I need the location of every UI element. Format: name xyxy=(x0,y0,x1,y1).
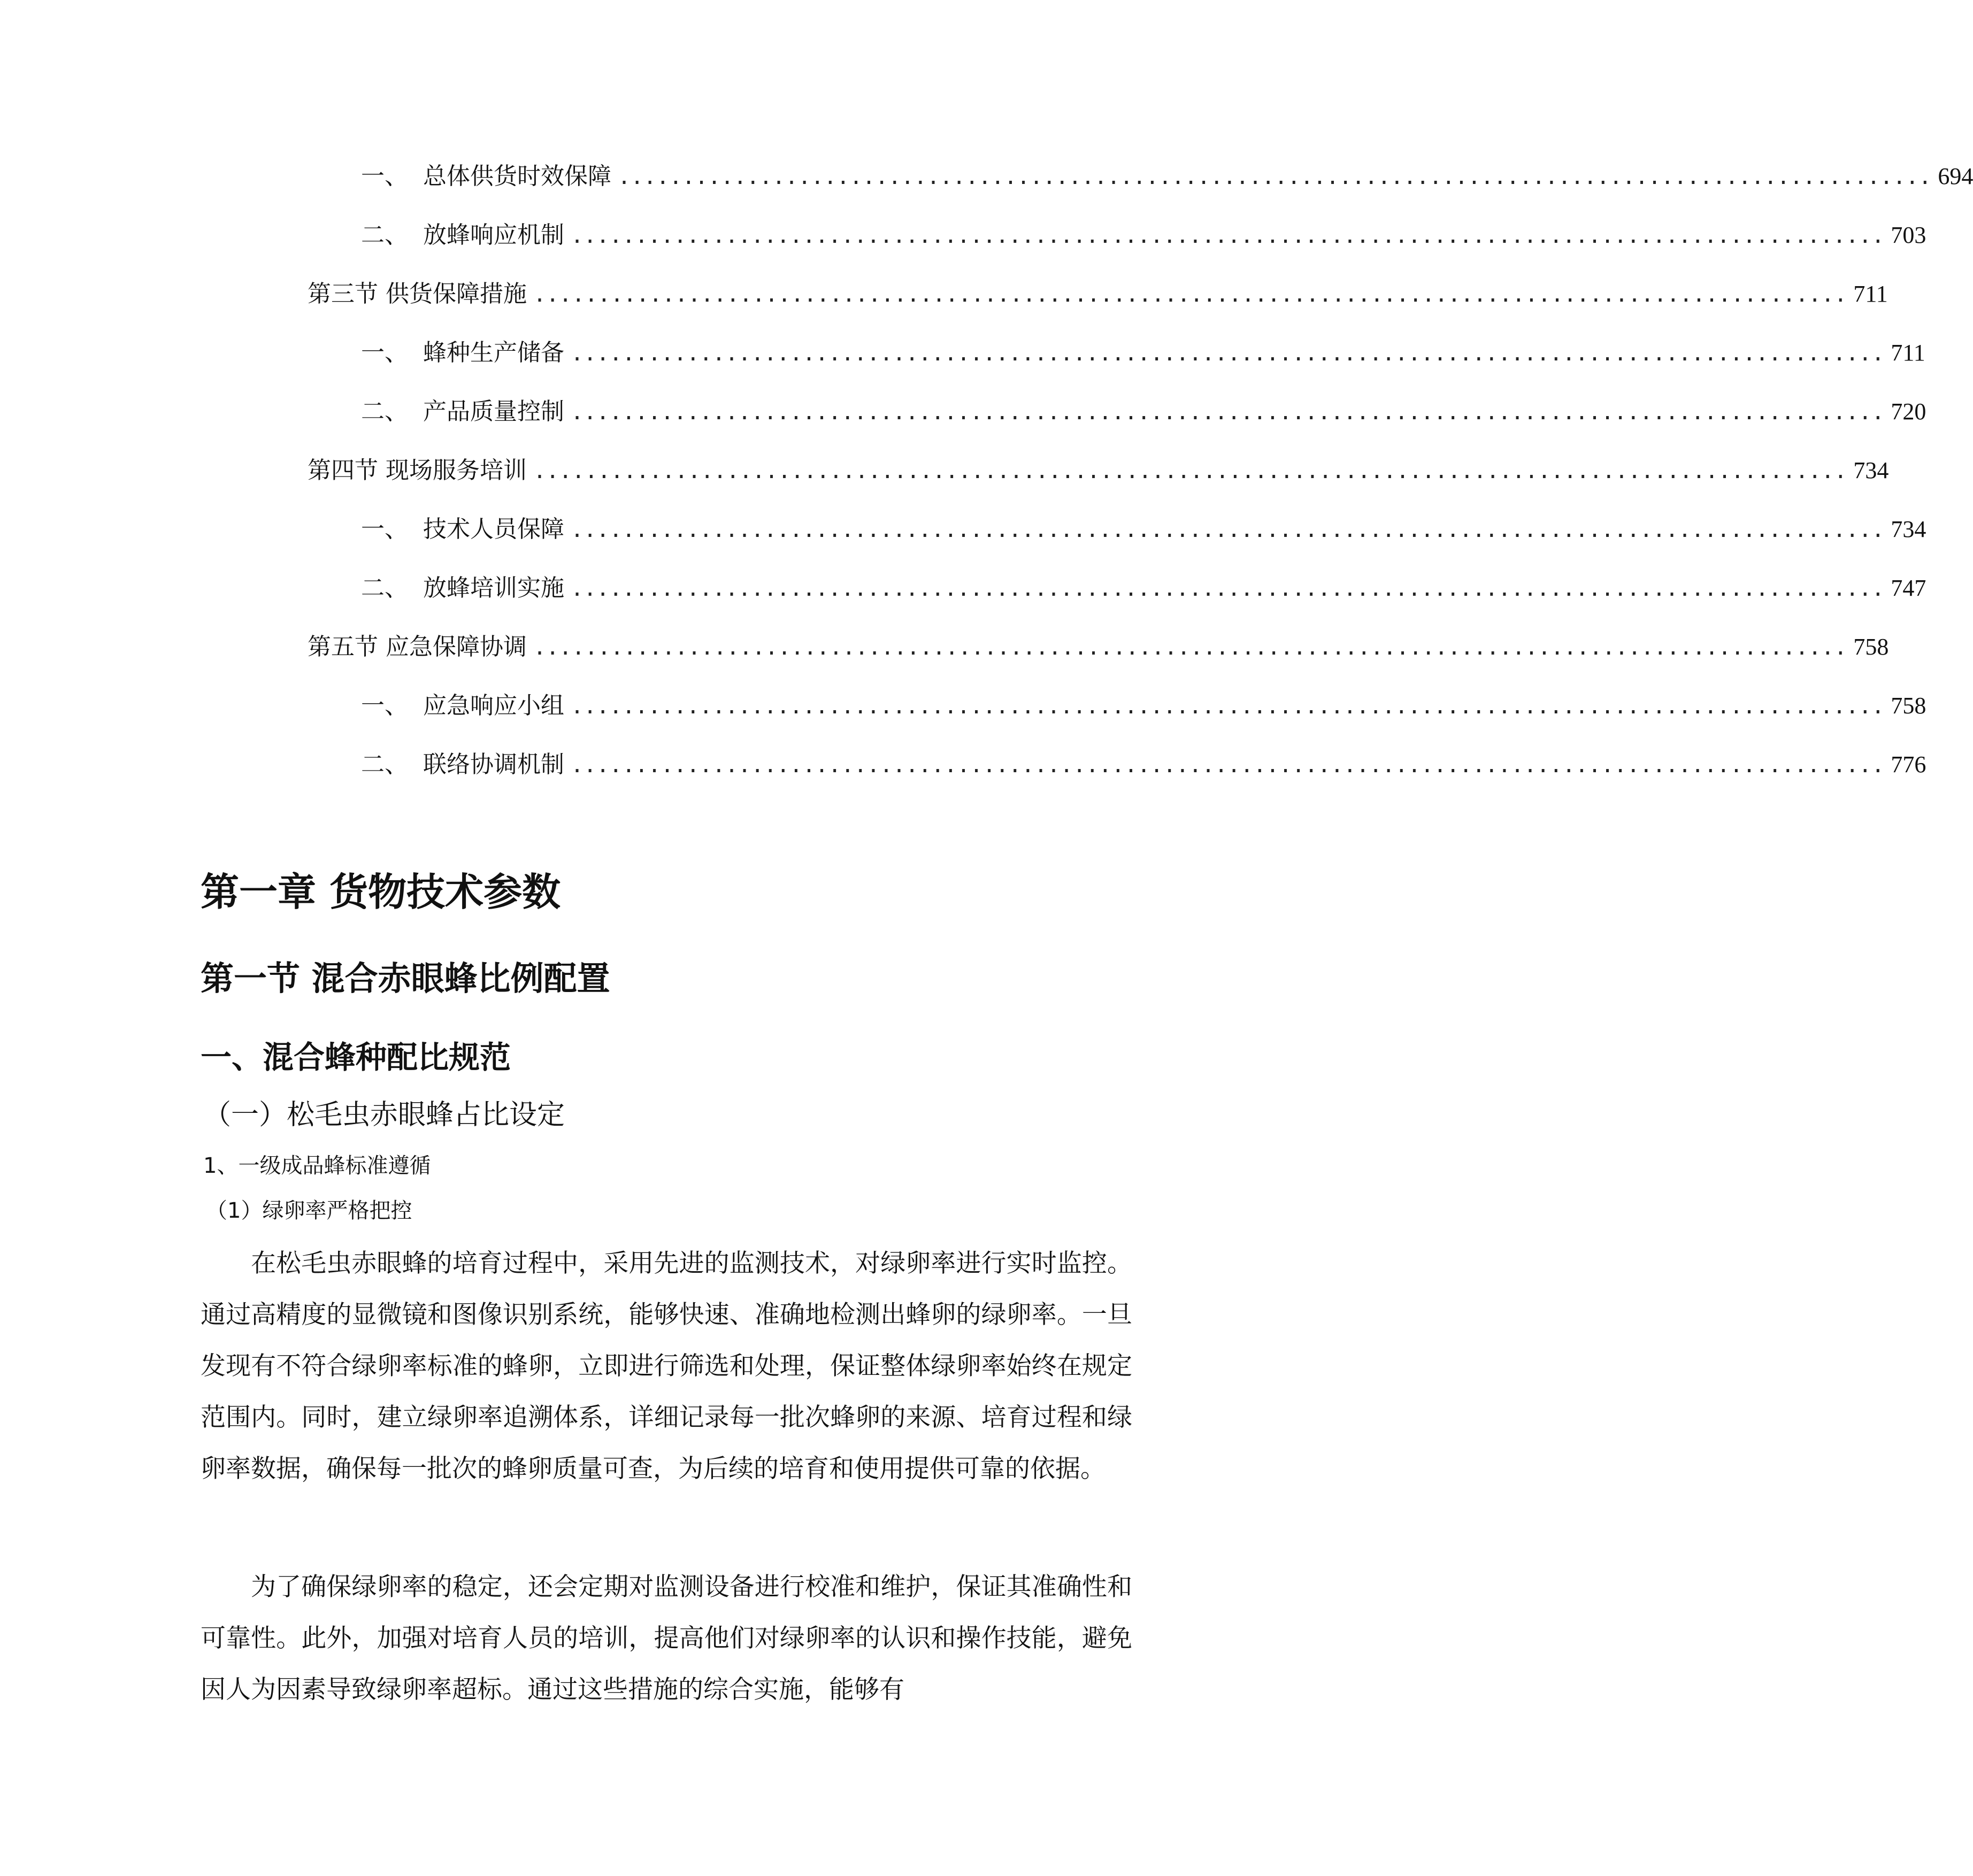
toc-entry-page: 720 xyxy=(1891,398,1926,425)
toc-leader-dots: ...................................................................................................... xyxy=(570,518,1885,542)
toc-entry-page: 711 xyxy=(1853,281,1888,307)
toc-entry[interactable] xyxy=(361,687,1926,725)
toc-entry-page: 758 xyxy=(1853,634,1889,660)
toc-leader-dots: ...................................................................................................... xyxy=(570,224,1885,248)
toc-leader-dots: ...................................................................................................... xyxy=(617,165,1932,189)
subsection-title: 一、混合蜂种配比规范 xyxy=(201,1039,511,1075)
subitem-title: 1、一级成品蜂标准遵循 xyxy=(203,1154,431,1178)
toc-entry[interactable] xyxy=(361,334,1925,372)
toc-entry[interactable] xyxy=(308,275,1888,313)
chapter-title: 第一章 货物技术参数 xyxy=(201,870,561,914)
toc-leader-dots: ...................................................................................................... xyxy=(570,341,1885,366)
toc-entry-label: 二、 产品质量控制 xyxy=(361,398,564,425)
toc-entry-label: 一、 总体供货时效保障 xyxy=(361,163,611,190)
toc-entry-page: 694 xyxy=(1938,163,1973,189)
toc-entry-label: 二、 联络协调机制 xyxy=(361,751,564,778)
toc-leader-dots: ...................................................................................................... xyxy=(570,753,1885,778)
toc-leader-dots: ...................................................................................................... xyxy=(570,400,1885,425)
toc-entry-page: 758 xyxy=(1891,693,1926,719)
toc-entry-label: 第三节 供货保障措施 xyxy=(308,280,527,307)
toc-entry-label: 第五节 应急保障协调 xyxy=(308,633,527,660)
toc-entry-page: 711 xyxy=(1891,340,1925,366)
toc-leader-dots: ...................................................................................................... xyxy=(533,459,1847,483)
toc-entry[interactable] xyxy=(361,217,1926,254)
toc-entry[interactable] xyxy=(361,511,1926,548)
toc-leader-dots: ...................................................................................................... xyxy=(533,635,1847,660)
body-paragraph: 在松毛虫赤眼蜂的培育过程中，采用先进的监测技术，对绿卵率进行实时监控。通过高精度的显微镜和图像识别系统，能够快速、准确地检测出蜂卵的绿卵率。一旦发现有不符合绿卵率标准的蜂卵，立即进行筛选和处理，保证整体绿卵率始终在规定范围内。同时，建立绿卵率追溯体系，详细记录每一批次蜂卵的来源、培育过程和绿卵率数据，确保每一批次的蜂卵质量可查，为后续的培育和使用提供可靠的依据。 xyxy=(201,1249,1132,1483)
toc-entry[interactable] xyxy=(361,393,1926,430)
toc-entry-page: 776 xyxy=(1891,751,1926,778)
body-paragraph: 为了确保绿卵率的稳定，还会定期对监测设备进行校准和维护，保证其准确性和可靠性。此外，加强对培育人员的培训，提高他们对绿卵率的认识和操作技能，避免因人为因素导致绿卵率超标。通过这些措施的综合实施，能够有 xyxy=(201,1572,1132,1704)
toc-entry-page: 734 xyxy=(1891,516,1926,542)
toc-leader-dots: ...................................................................................................... xyxy=(570,576,1885,601)
toc-entry-label: 一、 应急响应小组 xyxy=(361,692,564,719)
point-title: （1）绿卵率严格把控 xyxy=(206,1198,412,1223)
toc-entry[interactable] xyxy=(361,746,1926,783)
toc-leader-dots: ...................................................................................................... xyxy=(570,694,1885,719)
toc-leader-dots: ...................................................................................................... xyxy=(533,282,1847,307)
toc-entry-page: 703 xyxy=(1891,222,1926,248)
toc-entry-label: 一、 技术人员保障 xyxy=(361,516,564,543)
toc-entry[interactable] xyxy=(361,570,1926,607)
toc-entry[interactable] xyxy=(308,452,1889,489)
toc-entry[interactable] xyxy=(361,158,1973,195)
item-title: （一）松毛虫赤眼蜂占比设定 xyxy=(203,1099,565,1131)
toc-entry-label: 一、 蜂种生产储备 xyxy=(361,339,564,366)
toc-entry-page: 734 xyxy=(1853,457,1889,483)
section-title: 第一节 混合赤眼蜂比例配置 xyxy=(201,959,610,998)
toc-entry-label: 第四节 现场服务培训 xyxy=(308,457,527,484)
toc-entry-label: 二、 放蜂培训实施 xyxy=(361,574,564,602)
toc-entry[interactable] xyxy=(308,628,1889,666)
toc-entry-label: 二、 放蜂响应机制 xyxy=(361,221,564,249)
toc-entry-page: 747 xyxy=(1891,575,1926,601)
